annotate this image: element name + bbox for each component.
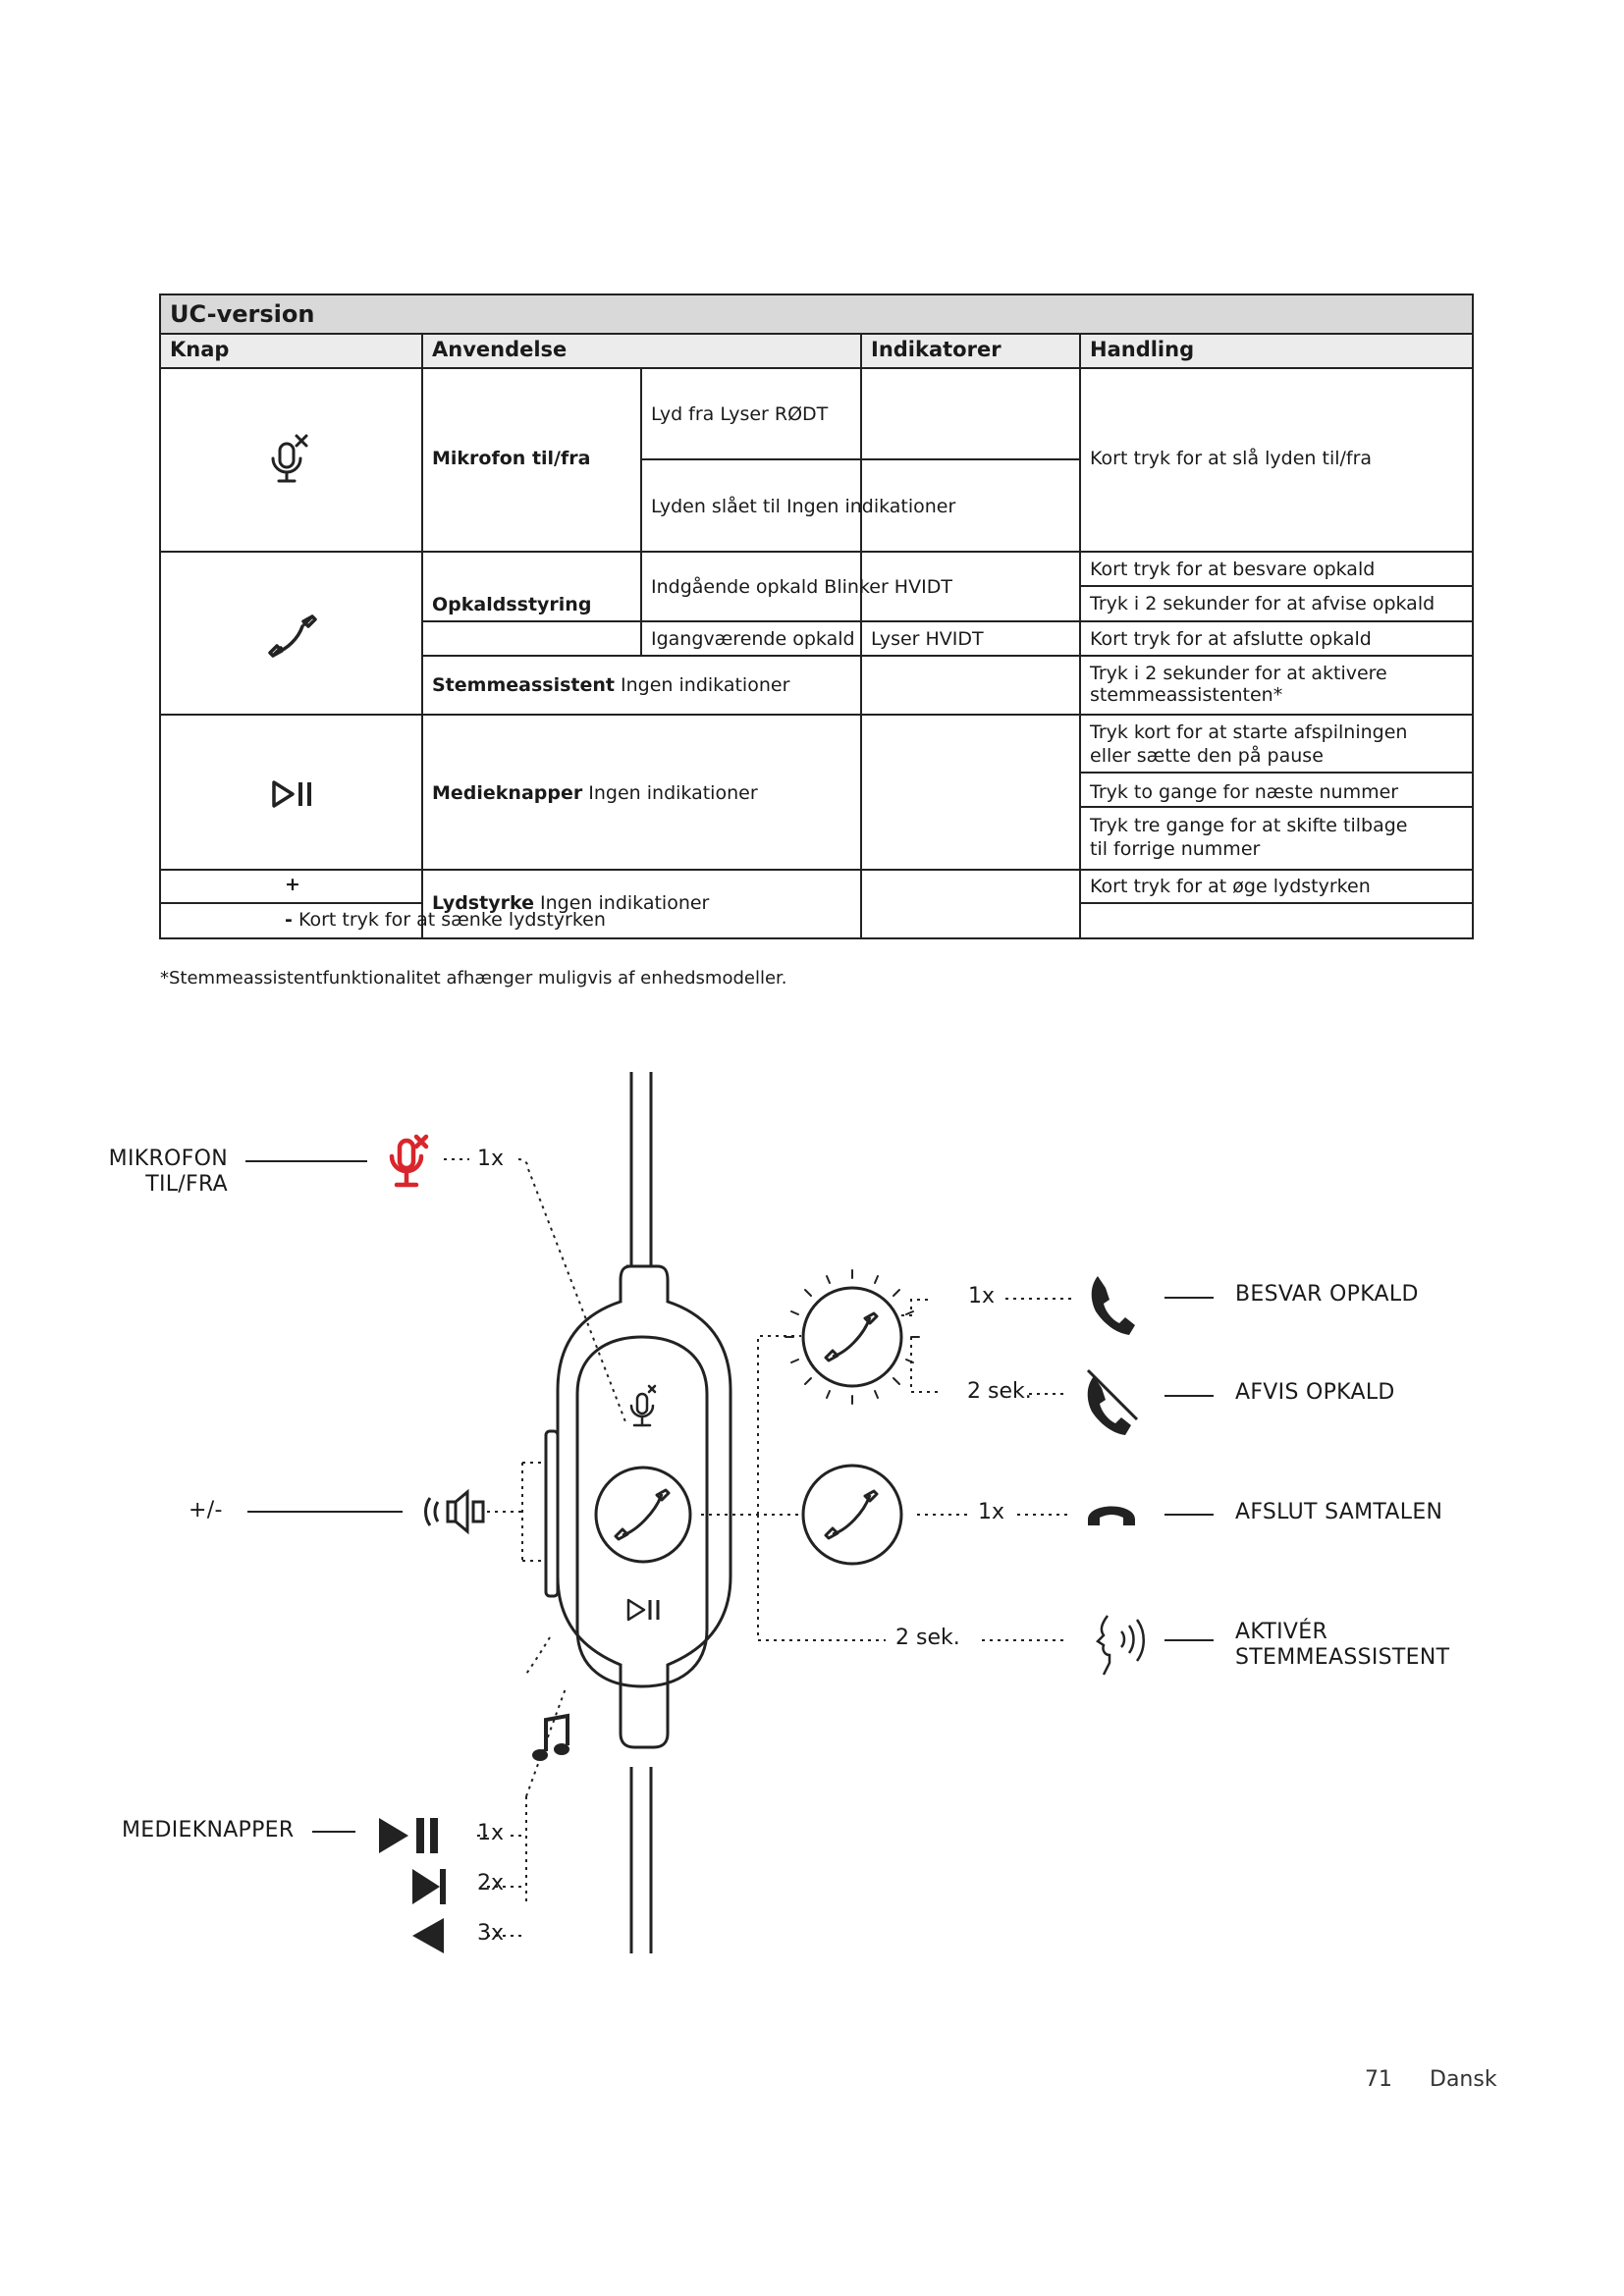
music-note-icon bbox=[532, 1716, 569, 1761]
body-call-icon bbox=[616, 1490, 669, 1539]
media-action-prev-line2: til forrige nummer bbox=[1090, 838, 1261, 860]
media-action-prev-line1: Tryk tre gange for at skifte tilbage bbox=[1090, 815, 1408, 836]
assistant-label-line1: AKTIVÉR bbox=[1235, 1620, 1328, 1644]
assistant-usage-cell bbox=[432, 673, 789, 698]
media-next-icon bbox=[412, 1869, 446, 1904]
media-action-play-line1: Tryk kort for at starte afspilningen bbox=[1090, 721, 1408, 743]
assistant-action bbox=[1090, 663, 1387, 706]
call-action-end: Kort tryk for at afslutte opkald bbox=[1090, 628, 1372, 650]
volume-minus: - bbox=[285, 909, 293, 931]
end-call-icon bbox=[1088, 1507, 1135, 1526]
reject-call-icon bbox=[1088, 1370, 1137, 1435]
mic-usage: Mikrofon til/fra bbox=[432, 448, 591, 469]
mic-state-unmuted: Lyden slået til Ingen indikationer bbox=[651, 496, 956, 517]
page-number: 71 bbox=[1365, 2067, 1392, 2092]
header-usage: Anvendelse bbox=[432, 338, 568, 361]
body-play-pause-icon bbox=[628, 1600, 658, 1620]
volume-minus-action: Kort tryk for at sænke lydstyrken bbox=[298, 909, 606, 931]
media-count-3: 3x bbox=[477, 1921, 505, 1946]
media-action-prev bbox=[1090, 814, 1408, 861]
media-indicator: Ingen indikationer bbox=[588, 782, 758, 804]
phone-icon bbox=[263, 607, 322, 666]
mic-state-muted: Lyd fra Lyser RØDT bbox=[651, 403, 829, 425]
call-usage: Opkaldsstyring bbox=[432, 594, 592, 615]
media-action-play-line2: eller sætte den på pause bbox=[1090, 745, 1324, 767]
volume-plus: + bbox=[285, 874, 300, 895]
mic-toggle-label-line1: MIKROFON bbox=[108, 1147, 228, 1171]
mic-toggle-label-line2: TIL/FRA bbox=[145, 1172, 228, 1197]
call-action-answer: Kort tryk for at besvare opkald bbox=[1090, 559, 1376, 580]
volume-indicator: Ingen indikationer bbox=[540, 892, 710, 914]
call-action-reject: Tryk i 2 sekunder for at afvise opkald bbox=[1090, 593, 1435, 614]
mic-muted-red-icon bbox=[392, 1137, 426, 1185]
volume-usage-cell bbox=[432, 891, 709, 916]
assistant-press-count: 2 sek. bbox=[895, 1626, 960, 1650]
media-count-1: 1x bbox=[477, 1821, 505, 1845]
play-pause-icon bbox=[271, 779, 314, 809]
call-ongoing: Igangværende opkald bbox=[651, 628, 855, 650]
assistant-action-line1: Tryk i 2 sekunder for at aktivere bbox=[1090, 663, 1387, 684]
reject-press-count: 2 sek. bbox=[967, 1379, 1032, 1404]
media-usage-cell bbox=[432, 781, 758, 806]
assistant-indicator: Ingen indikationer bbox=[621, 674, 790, 696]
media-usage: Medieknapper bbox=[432, 782, 583, 804]
mic-press-count: 1x bbox=[477, 1147, 505, 1171]
answer-press-count: 1x bbox=[968, 1284, 996, 1308]
assistant-usage: Stemmeassistent bbox=[432, 674, 615, 696]
table-title: UC-version bbox=[170, 300, 315, 328]
call-incoming: Indgående opkald Blinker HVIDT bbox=[651, 576, 952, 598]
mic-toggle-label bbox=[108, 1147, 228, 1198]
volume-usage: Lydstyrke bbox=[432, 892, 534, 914]
page-language: Dansk bbox=[1430, 2067, 1497, 2092]
assistant-label bbox=[1235, 1620, 1449, 1671]
media-count-2: 2x bbox=[477, 1871, 505, 1896]
header-action: Handling bbox=[1090, 338, 1195, 361]
end-press-count: 1x bbox=[978, 1500, 1005, 1524]
assistant-label-line2: STEMMEASSISTENT bbox=[1235, 1645, 1450, 1670]
voice-assistant-icon bbox=[1098, 1616, 1144, 1675]
media-buttons-label: MEDIEKNAPPER bbox=[122, 1818, 295, 1842]
mic-mute-icon bbox=[267, 432, 316, 487]
volume-action-up: Kort tryk for at øge lydstyrken bbox=[1090, 876, 1371, 897]
media-action-play bbox=[1090, 721, 1407, 768]
assistant-action-line2: stemmeassistenten* bbox=[1090, 684, 1283, 706]
answer-call-icon bbox=[1092, 1276, 1135, 1335]
header-button: Knap bbox=[170, 338, 230, 361]
mic-action: Kort tryk for at slå lyden til/fra bbox=[1090, 448, 1373, 469]
media-prev-icon bbox=[412, 1918, 444, 1953]
reject-call-label: AFVIS OPKALD bbox=[1235, 1380, 1395, 1405]
end-call-label: AFSLUT SAMTALEN bbox=[1235, 1500, 1443, 1524]
incoming-call-button-icon bbox=[826, 1313, 877, 1361]
call-ongoing-indicator: Lyser HVIDT bbox=[871, 628, 984, 650]
volume-speaker-icon bbox=[426, 1492, 484, 1531]
header-indicators: Indikatorer bbox=[871, 338, 1001, 361]
ongoing-call-button-icon bbox=[826, 1491, 877, 1538]
body-mic-icon bbox=[631, 1386, 655, 1425]
footnote: *Stemmeassistentfunktionalitet afhænger muligvis af enhedsmodeller. bbox=[160, 968, 787, 988]
media-action-next: Tryk to gange for næste nummer bbox=[1090, 781, 1399, 803]
volume-label: +/- bbox=[189, 1498, 223, 1522]
media-play-pause-icon bbox=[379, 1818, 438, 1853]
answer-call-label: BESVAR OPKALD bbox=[1235, 1282, 1419, 1307]
